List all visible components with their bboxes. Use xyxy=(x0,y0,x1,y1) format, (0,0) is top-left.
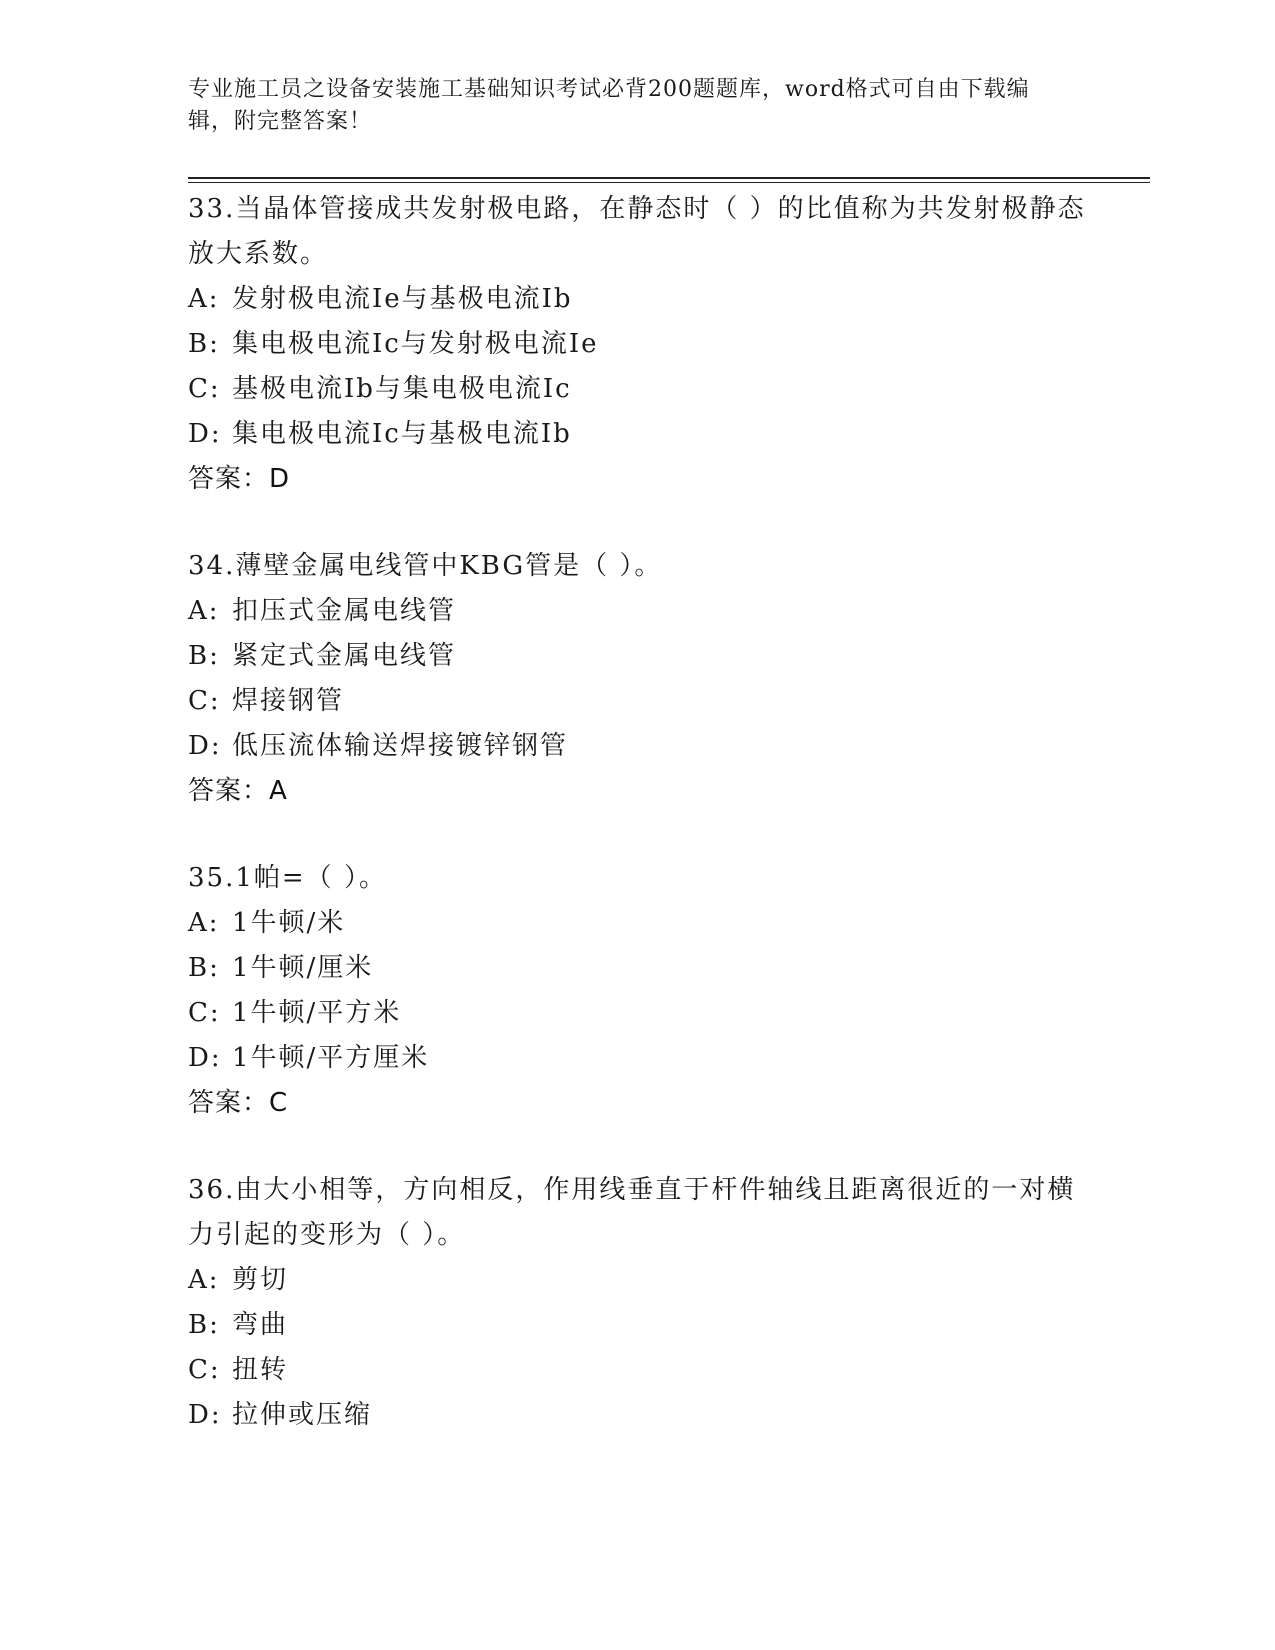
question-33 xyxy=(188,187,1088,502)
option-d xyxy=(188,412,1088,457)
option-c xyxy=(188,679,1088,724)
option-text: 弯曲 xyxy=(232,1310,289,1340)
option-letter: C: xyxy=(188,998,221,1028)
option-text: 低压流体输送焊接镀锌钢管 xyxy=(232,731,569,761)
option-text: 发射极电流Ie与基极电流Ib xyxy=(232,284,573,314)
option-letter: A: xyxy=(188,1265,220,1295)
option-text: 集电极电流Ic与发射极电流Ie xyxy=(232,329,599,359)
option-a xyxy=(188,277,1088,322)
option-letter: D: xyxy=(188,419,222,449)
option-letter: D: xyxy=(188,731,222,761)
option-text: 集电极电流Ic与基极电流Ib xyxy=(232,419,572,449)
option-a xyxy=(188,901,1088,946)
option-text: 1牛顿/厘米 xyxy=(232,953,374,983)
option-letter: C: xyxy=(188,374,221,404)
question-stem: 34.薄壁金属电线管中KBG管是（ ）。 xyxy=(188,551,663,581)
question-35 xyxy=(188,856,1088,1126)
option-b xyxy=(188,946,1088,991)
header-divider-thick xyxy=(188,177,1150,179)
option-d xyxy=(188,724,1088,769)
option-letter: A: xyxy=(188,908,220,938)
option-a xyxy=(188,1258,1088,1303)
option-text: 扭转 xyxy=(232,1355,289,1385)
question-list xyxy=(188,187,1088,1480)
option-letter: B: xyxy=(188,1310,220,1340)
option-letter: C: xyxy=(188,1355,221,1385)
option-letter: A: xyxy=(188,284,220,314)
option-c xyxy=(188,1348,1088,1393)
option-letter: B: xyxy=(188,953,220,983)
option-text: 焊接钢管 xyxy=(232,686,345,716)
question-stem: 33.当晶体管接成共发射极电路，在静态时（ ）的比值称为共发射极静态放大系数。 xyxy=(188,194,1086,269)
option-text: 扣压式金属电线管 xyxy=(232,596,457,626)
option-a xyxy=(188,589,1088,634)
option-d xyxy=(188,1393,1088,1438)
option-text: 拉伸或压缩 xyxy=(232,1400,373,1430)
option-c xyxy=(188,367,1088,412)
question-36 xyxy=(188,1168,1088,1438)
document-header: 专业施工员之设备安装施工基础知识考试必背200题题库，word格式可自由下载编辑，附完整答案！ xyxy=(188,77,1030,134)
question-stem: 36.由大小相等，方向相反，作用线垂直于杆件轴线且距离很近的一对横力引起的变形为（ ）。 xyxy=(188,1175,1076,1250)
option-d xyxy=(188,1036,1088,1081)
option-text: 1牛顿/米 xyxy=(232,908,346,938)
question-34 xyxy=(188,544,1088,814)
answer-label: 答案：C xyxy=(188,1088,289,1118)
option-c xyxy=(188,991,1088,1036)
answer-label: 答案：A xyxy=(188,776,288,806)
option-letter: B: xyxy=(188,641,220,671)
option-b xyxy=(188,322,1088,367)
option-text: 剪切 xyxy=(232,1265,289,1295)
option-letter: D: xyxy=(188,1043,222,1073)
option-text: 1牛顿/平方米 xyxy=(232,998,402,1028)
option-text: 紧定式金属电线管 xyxy=(232,641,457,671)
option-b xyxy=(188,1303,1088,1348)
question-stem: 35.1帕=（ ）。 xyxy=(188,863,387,893)
answer-label: 答案：D xyxy=(188,464,291,494)
option-text: 1牛顿/平方厘米 xyxy=(232,1043,430,1073)
option-letter: C: xyxy=(188,686,221,716)
option-letter: B: xyxy=(188,329,220,359)
option-letter: D: xyxy=(188,1400,222,1430)
header-divider-thin xyxy=(188,182,1150,183)
option-text: 基极电流Ib与集电极电流Ic xyxy=(232,374,572,404)
option-b xyxy=(188,634,1088,679)
option-letter: A: xyxy=(188,596,220,626)
